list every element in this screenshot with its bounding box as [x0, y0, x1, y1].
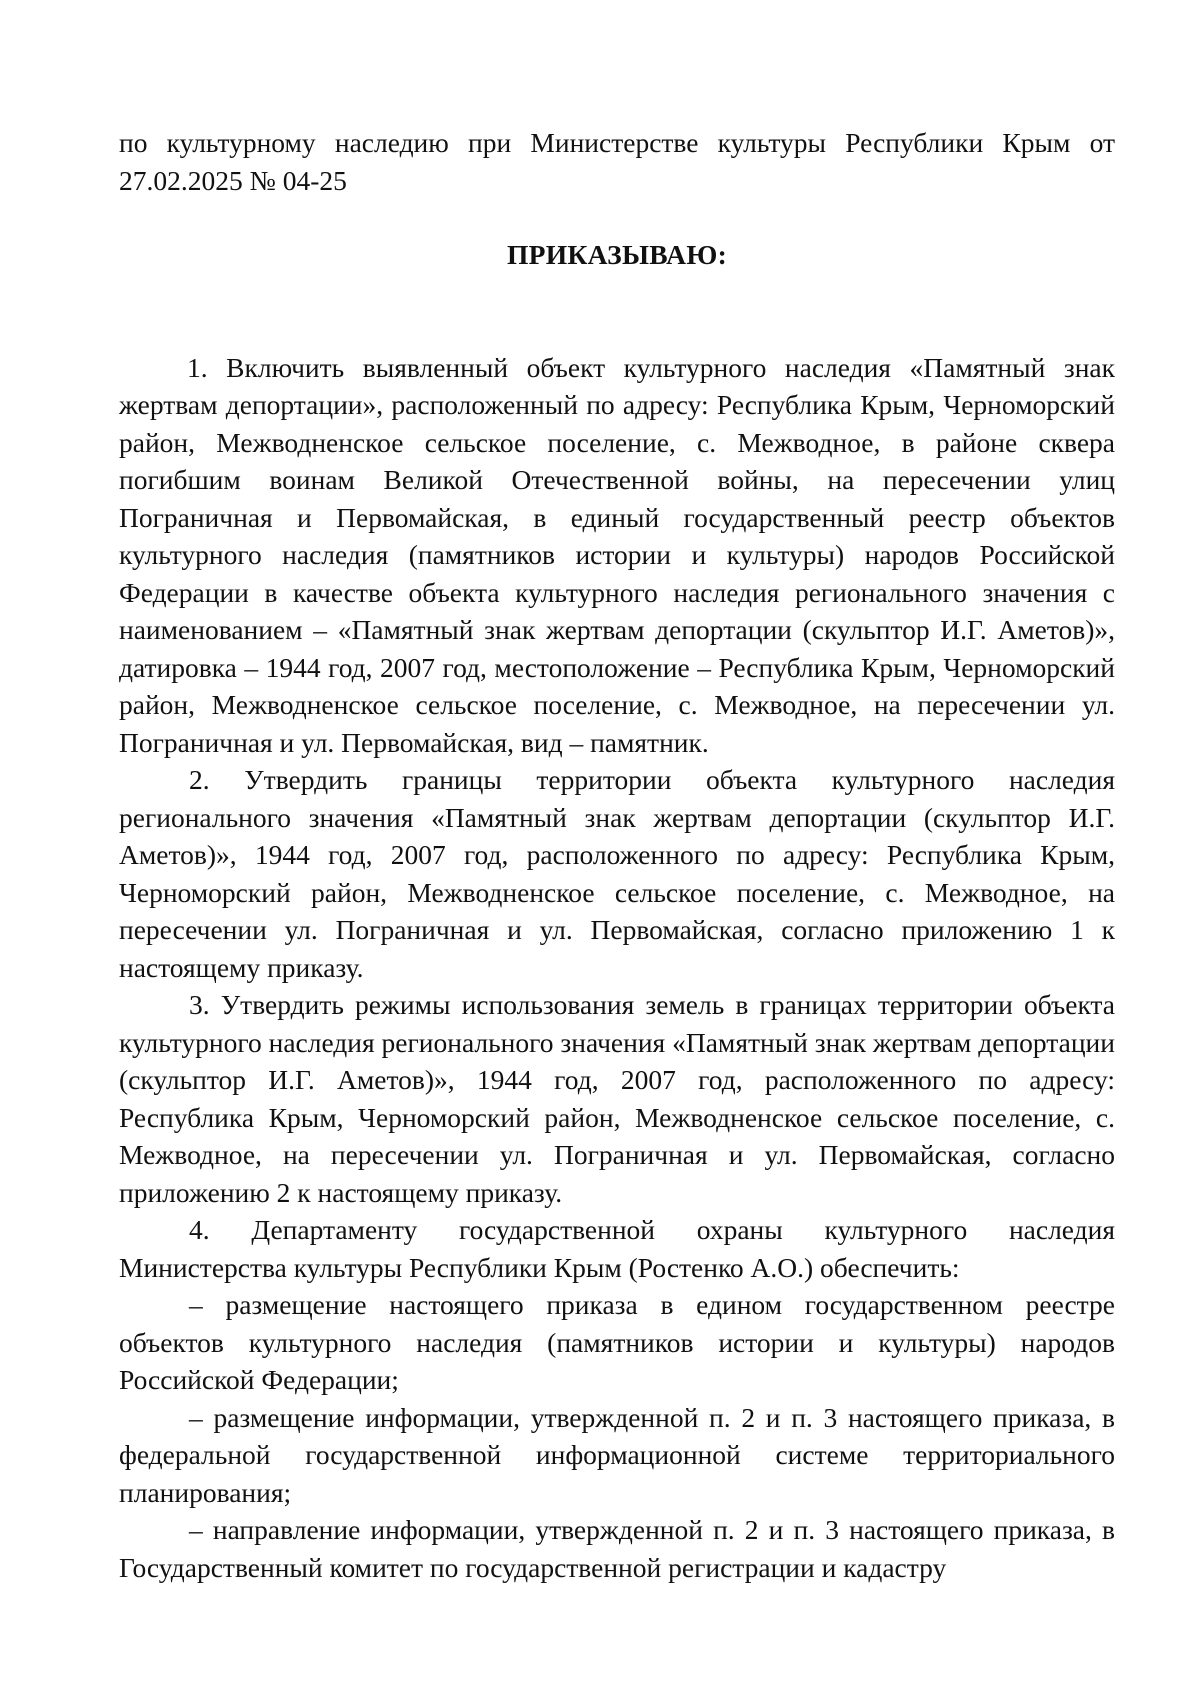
paragraph-3: 3. Утвердить режимы использования земель в границах территории объекта культурного наследия регионального значения «Памятный знак жертвам депортации (скульптор И.Г. Аметов)», 1944 год, 2007 год, расположенного по адресу: Республика Крым, Черноморский район, Межводненское сельское поселение, с. Межводное, на пересечении ул. Пограничная и ул. Первомайская, согласно приложению 2 к настоящему приказу.: [119, 989, 1115, 1208]
dash-item-1: – размещение настоящего приказа в едином государственном реестре объектов культурного наследия (памятников истории и культуры) народов Российской Федерации;: [119, 1289, 1115, 1395]
document-body: [119, 124, 1115, 1586]
order-heading: ПРИКАЗЫВАЮ:: [506, 239, 728, 270]
paragraph-2: 2. Утвердить границы территории объекта культурного наследия регионального значения «Памятный знак жертвам депортации (скульптор И.Г. Аметов)», 1944 год, 2007 год, расположенного по адресу: Республика Крым, Черноморский район, Межводненское сельское поселение, с. Межводное, на пересечении ул. Пограничная и ул. Первомайская, согласно приложению 1 к настоящему приказу.: [119, 764, 1115, 983]
dash-item-3: – направление информации, утвержденной п. 2 и п. 3 настоящего приказа, в Государственный комитет по государственной регистрации и кадастру: [119, 1514, 1115, 1583]
dash-item-2: – размещение информации, утвержденной п. 2 и п. 3 настоящего приказа, в федеральной государственной информационной системе территориального планирования;: [119, 1401, 1115, 1508]
intro-paragraph: по культурному наследию при Министерстве культуры Республики Крым от 27.02.2025 № 04-25: [119, 127, 1115, 196]
paragraph-1: 1. Включить выявленный объект культурного наследия «Памятный знак жертвам депортации», расположенный по адресу: Республика Крым, Черноморский район, Межводненское сельское поселение, с. Межводное, в районе сквера погибшим воинам Великой Отечественной войны, на пересечении улиц Пограничная и Первомайская, в единый государственный реестр объектов культурного наследия (памятников истории и культуры) народов Российской Федерации в качестве объекта культурного наследия регионального значения с наименованием – «Памятный знак жертвам депортации (скульптор И.Г. Аметов)», датировка – 1944 год, 2007 год, местоположение – Республика Крым, Черноморский район, Межводненское сельское поселение, с. Межводное, на пересечении ул. Пограничная и ул. Первомайская, вид – памятник.: [119, 351, 1115, 758]
paragraph-4: 4. Департаменту государственной охраны культурного наследия Министерства культуры Республики Крым (Ростенко А.О.) обеспечить:: [119, 1214, 1115, 1283]
